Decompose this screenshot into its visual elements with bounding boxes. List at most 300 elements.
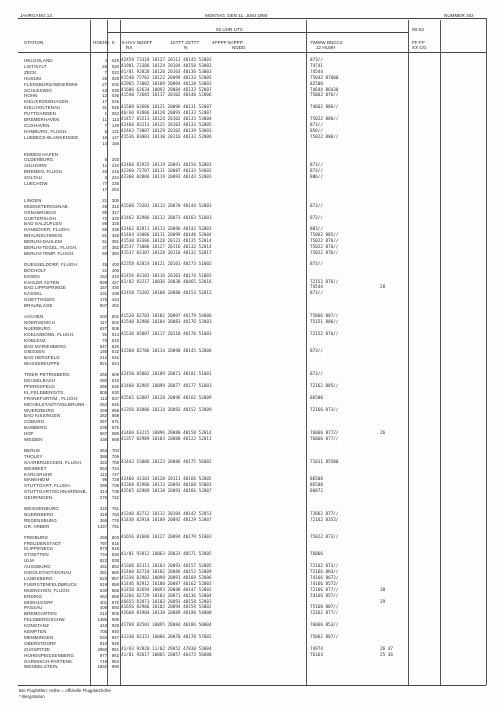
table-row — [0, 372, 504, 377]
station-height: 31 — [102, 105, 107, 111]
station-height: 231 — [99, 291, 107, 297]
station-name: BRAUNLAGE — [24, 303, 53, 309]
column-station: STATION — [24, 40, 44, 45]
station-name: FLENSBURG/WEIERWIK — [24, 81, 78, 87]
table-row — [0, 227, 504, 232]
station-index: 685 — [111, 431, 119, 437]
station-name: HUSUM — [24, 75, 41, 81]
station-name: BREMEN, FLUGH. — [24, 169, 64, 175]
station-height: 11 — [102, 117, 107, 122]
synop-groups: 42450 83002 10109 20071 40181 51001 — [121, 372, 212, 378]
synop-groups: 41464 43006 10111 20099 40140 52004 — [121, 233, 212, 239]
table-row — [0, 135, 504, 140]
station-index: 961 — [111, 646, 119, 652]
station-index: 035 — [111, 87, 119, 93]
clim-groups: 82500 — [310, 81, 323, 87]
clim-groups: 76066 853// — [310, 623, 339, 629]
table-row — [0, 99, 504, 104]
top-rule — [18, 18, 486, 19]
station-height: 396 — [99, 483, 107, 489]
table-row — [0, 546, 504, 551]
station-index: 430 — [111, 285, 119, 291]
station-name: HOF — [24, 431, 34, 437]
table-row — [0, 378, 504, 383]
station-height: 839 — [99, 279, 107, 285]
clim-groups: 75022 876// — [310, 245, 339, 250]
station-name: BERLIN-TEGEL, FLUGH. — [24, 245, 78, 250]
station-index: 761 — [111, 506, 119, 511]
volume-label: JAHRGANG 13 — [20, 13, 52, 18]
table-row — [0, 123, 504, 128]
station-name: WENDELSTEIN — [24, 664, 58, 670]
station-name: ULM — [24, 558, 34, 564]
station-height: 480 — [99, 378, 107, 383]
station-index: 609 — [111, 372, 119, 378]
station-name: PFERDSFELD — [24, 383, 55, 389]
station-index: 338 — [111, 227, 119, 233]
clim-groups: 873// — [310, 122, 323, 128]
table-row — [0, 187, 504, 192]
station-height: 45 — [102, 261, 107, 267]
synop-groups: 41462 82906 10112 20073 40163 51003 — [121, 215, 212, 221]
synop-groups: 42368 82906 10113 20093 40160 55003 — [121, 483, 212, 489]
station-name: KIEL/HOLTENAU — [24, 105, 61, 111]
table-row — [0, 647, 504, 652]
clim-groups: 75151 886// — [310, 319, 339, 325]
station-index: 544 — [111, 361, 119, 367]
station-index: 113 — [112, 117, 119, 122]
station-name: SAARBRUECKEN, FLUGH. — [24, 459, 83, 465]
clim-groups: 74544 — [310, 285, 323, 291]
table-row — [0, 635, 504, 640]
synop-groups: 41537 83107 10128 20118 40132 52017 — [121, 250, 212, 256]
station-name: HOHN — [24, 93, 38, 99]
station-index: 727 — [111, 471, 119, 477]
synop-groups: 41530 83007 10117 20110 40170 51003 — [121, 331, 212, 337]
table-row — [0, 314, 504, 319]
table-row — [0, 495, 504, 500]
clim-groups: 76066 — [310, 552, 323, 558]
station-name: HAMBURG, FLUGH. — [24, 128, 68, 134]
station-index: 658 — [111, 413, 119, 419]
station-index: 406 — [111, 267, 119, 273]
station-index: 688 — [111, 437, 119, 442]
table-row — [0, 64, 504, 69]
synop-groups: 42565 62807 10120 20096 40162 52009 — [121, 395, 212, 401]
station-height: 17 — [102, 99, 107, 105]
table-row — [0, 617, 504, 622]
table-row — [0, 506, 504, 511]
station-height: 1486 — [97, 617, 107, 623]
synop-groups: 41901 73306 10124 20104 40150 53002 — [121, 63, 212, 69]
station-name: WEINBIET — [24, 465, 47, 471]
station-name: FREUDENSTADT — [24, 540, 62, 546]
column-ii: II — [112, 40, 115, 45]
station-index: 655 — [111, 407, 119, 413]
station-height: 401 — [99, 599, 107, 605]
station-index: 675 — [111, 425, 119, 431]
station-name: GUETERSLOH — [24, 215, 57, 221]
table-row — [0, 181, 504, 186]
station-index: 739 — [111, 489, 119, 495]
extra-value: 28 — [380, 285, 386, 291]
synop-groups: 41330 82902 10098 20091 40169 52006 — [121, 575, 212, 581]
station-index: 963 — [111, 658, 119, 664]
table-row — [0, 659, 504, 664]
table-row — [0, 582, 504, 587]
synop-groups: 41540 72702 10122 20099 40133 52005 — [121, 75, 212, 81]
table-row — [0, 175, 504, 180]
synop-groups: 42565 62909 10118 20093 40166 52007 — [121, 489, 212, 495]
synop-groups: 41/02 93217 10036 20038 48465 52016 — [121, 279, 212, 285]
station-index: 325 — [111, 221, 119, 227]
station-index: 542 — [111, 355, 119, 361]
station-height: 212 — [99, 611, 107, 617]
clim-groups: 75022 886// — [310, 117, 339, 122]
station-height: 627 — [99, 325, 107, 331]
station-height: 113 — [100, 395, 107, 401]
station-index: 315 — [111, 203, 119, 209]
station-height: 1 — [104, 111, 107, 117]
station-height: 386 — [99, 453, 107, 459]
table-row — [0, 454, 504, 459]
synop-groups: 41446 82912 10100 20087 40162 52003 — [121, 581, 212, 587]
clim-groups: 883// — [310, 227, 323, 233]
station-name: DEUSELBACH — [24, 378, 56, 383]
station-height: 282 — [99, 413, 107, 419]
station-index: 036 — [111, 93, 119, 99]
station-height: 72 — [102, 215, 107, 221]
station-height: 5 — [104, 128, 107, 134]
station-name: BAD HERSFELD — [24, 355, 60, 361]
table-row — [0, 233, 504, 238]
station-index: 156 — [111, 140, 119, 146]
station-index: 637 — [111, 395, 119, 401]
column-group3-sub: NDDD — [232, 45, 246, 50]
station-name: STUTTGART/SCHNARRENB. — [24, 489, 88, 495]
station-height: 43 — [102, 87, 107, 93]
table-row — [0, 477, 504, 482]
station-index: 381 — [111, 239, 119, 245]
clim-groups: 74166 8672/ — [310, 575, 339, 581]
table-row — [0, 326, 504, 331]
table-row — [0, 163, 504, 168]
synop-groups: 46/60 92806 10120 20093 40133 52007 — [121, 111, 212, 117]
synop-groups: 41537 73006 10127 20116 40132 52014 — [121, 245, 212, 250]
station-index: 444 — [111, 297, 119, 303]
station-height: 152 — [99, 273, 107, 279]
table-row — [0, 518, 504, 523]
clim-groups: 873// — [310, 169, 323, 175]
station-name: KAHLER ASTEN — [24, 279, 60, 285]
station-height: 366 — [99, 517, 107, 523]
table-row — [0, 320, 504, 325]
station-name: FUERSTENFELDBRUCK — [24, 581, 78, 587]
station-name: EMDEN-HAFEN — [24, 151, 59, 157]
station-name: HOHENPEISSENBERG — [24, 652, 75, 658]
table-row — [0, 623, 504, 628]
station-name: BREMERHAVEN — [24, 117, 60, 122]
station-height: 12 — [102, 93, 107, 99]
clim-groups: 873// — [310, 291, 323, 297]
station-name: OLDENBURG — [24, 157, 54, 163]
station-name: WEIDEN — [24, 437, 43, 442]
table-row — [0, 141, 504, 146]
clim-groups: 86500 — [310, 395, 323, 401]
observation-time: 03 UHR UTC — [216, 27, 244, 32]
station-name: GIESSEN — [24, 349, 45, 355]
station-name: BAMBERG — [24, 425, 48, 431]
station-height: 519 — [99, 581, 107, 587]
table-row — [0, 93, 504, 98]
table-row — [0, 338, 504, 343]
table-row — [0, 152, 504, 157]
station-index: 305 — [111, 197, 119, 203]
station-height: 461 — [99, 564, 107, 570]
time-rule — [108, 32, 408, 33]
station-index: 893 — [111, 605, 119, 611]
extra-value: 26 — [380, 431, 386, 437]
table-row — [0, 349, 504, 354]
station-index: 028 — [111, 75, 119, 81]
station-name: TRIER-PETRISBERG — [24, 372, 70, 378]
synop-groups: 42360 82806 10119 20093 40143 52003 — [121, 175, 212, 181]
station-name: MANNHEIM — [24, 477, 50, 483]
synop-groups: 41360 82311 10103 20093 40157 52005 — [121, 564, 212, 570]
station-name: PUTTGARDEN — [24, 111, 57, 117]
station-index: 045 — [111, 99, 119, 105]
station-height: 719 — [99, 658, 107, 664]
station-index: 515 — [111, 337, 119, 343]
clim-groups: 873// — [310, 203, 323, 209]
table-row — [0, 355, 504, 360]
station-name: SOLTAU — [24, 175, 42, 181]
station-height: 973 — [99, 546, 107, 552]
table-row — [0, 512, 504, 517]
column-clim-sub: 12 HLMH — [316, 45, 336, 50]
station-index: 858 — [111, 581, 119, 587]
station-index: 032 — [111, 81, 119, 87]
station-name: BERLIN-DAHLEM — [24, 239, 62, 245]
station-height: 212 — [99, 355, 107, 361]
station-name: ERDING — [24, 593, 43, 599]
station-height: 17 — [102, 186, 107, 192]
clim-groups: 72062 877// — [310, 511, 339, 517]
station-height: 276 — [99, 495, 107, 501]
station-index: 646 — [111, 401, 119, 407]
station-index: 046 — [111, 105, 119, 111]
extra-value: 30 — [380, 587, 386, 593]
station-index: 626 — [111, 383, 119, 389]
station-index: 708 — [111, 459, 119, 465]
column-group1-sub: RX — [126, 45, 133, 50]
station-index: 224 — [111, 175, 119, 181]
clim-groups: 86872 — [310, 489, 323, 495]
station-index: 776 — [111, 517, 119, 523]
column-group2-sub: N — [184, 45, 188, 50]
clim-groups: 72162 877// — [310, 611, 339, 617]
station-index: 317 — [111, 209, 119, 215]
station-height: 11 — [102, 163, 107, 169]
station-index: 063 — [111, 111, 119, 117]
synop-groups: 41450 82694 10093 20088 40147 52002 — [121, 587, 212, 593]
table-row — [0, 169, 504, 174]
station-name: BAD SALZUFLEN — [24, 221, 62, 227]
station-index: 210 — [111, 163, 119, 169]
station-index: 724 — [111, 465, 119, 471]
station-height: 921 — [99, 361, 107, 367]
station-index: 384 — [111, 250, 119, 256]
clim-groups: 74662 886// — [310, 105, 339, 111]
clim-groups: 74644 86430 — [310, 87, 339, 93]
table-row — [0, 384, 504, 389]
station-height: 96 — [102, 477, 107, 483]
clim-groups: 873// — [310, 349, 323, 355]
station-name: BAD KISSINGEN — [24, 413, 61, 419]
clim-groups: 72152 876// — [310, 279, 339, 285]
table-row — [0, 262, 504, 267]
station-name: DUESSELDORF, FLUGH. — [24, 261, 79, 267]
table-row — [0, 472, 504, 477]
footnote-mountain: * Bergstation — [19, 694, 45, 699]
station-index: 866 — [111, 587, 119, 593]
synop-groups: 41656 81606 10127 20094 40179 51003 — [121, 534, 212, 540]
clim-groups: 75066 887// — [310, 314, 339, 319]
synop-groups: 41606 62634 10092 20084 40133 52007 — [121, 87, 212, 93]
table-row — [0, 605, 504, 610]
station-index: 427 — [111, 279, 119, 285]
table-row — [0, 82, 504, 87]
station-height: 396 — [99, 383, 107, 389]
table-row — [0, 117, 504, 122]
synop-groups: 42460 43103 10120 20111 40166 52005 — [121, 477, 212, 483]
table-row — [0, 437, 504, 442]
station-index: 147 — [111, 134, 119, 140]
station-name: NUERNBERG — [24, 511, 54, 517]
station-height: 357 — [99, 419, 107, 425]
station-height: 977 — [99, 652, 107, 658]
column-clim: 7WWW BNCCC — [310, 40, 344, 45]
clim-groups: 72166 883// — [310, 570, 339, 575]
table-row — [0, 70, 504, 75]
clim-groups: 72162 8352/ — [310, 517, 339, 523]
station-index: 020 — [111, 63, 119, 69]
station-index: 615 — [111, 378, 119, 383]
station-name: FREIBURG — [24, 534, 49, 540]
column-group3: 4PPPP 5APPP — [212, 40, 243, 45]
table-row — [0, 291, 504, 296]
station-name: KEMPTEN — [24, 629, 47, 634]
clim-groups: 72152 876// — [310, 331, 339, 337]
table-row — [0, 425, 504, 430]
station-height: 797 — [99, 540, 107, 546]
station-height: 1832 — [97, 664, 107, 670]
station-height: 81 — [102, 233, 107, 239]
station-height: 95 — [102, 209, 107, 215]
station-index: 410 — [111, 273, 119, 279]
clim-groups: 75062 887// — [310, 634, 339, 640]
station-name: MICHELSTADT/VIELBRUNN — [24, 401, 85, 407]
date-label: MONTAG, DEN 11. JUNI 1990 — [205, 13, 268, 18]
table-row — [0, 245, 504, 250]
station-name: WEISSENBURG — [24, 506, 59, 511]
table-row — [0, 653, 504, 658]
station-name: THOLEY — [24, 453, 43, 459]
synop-groups: 41540 72605 10117 20102 40140 52006 — [121, 93, 212, 99]
station-index: 382 — [111, 245, 119, 250]
table-row — [0, 76, 504, 81]
synop-groups: 41430 82910 10109 20092 40129 52007 — [121, 517, 212, 523]
station-name: AUGSBURG — [24, 564, 51, 570]
clim-groups: 873// — [310, 58, 323, 63]
clim-groups: 71011 85500 — [310, 459, 339, 465]
station-name: KLIPPENECK — [24, 546, 54, 552]
synop-groups: 42965 73002 10109 20094 40128 53003 — [121, 81, 212, 87]
station-index: 857 — [111, 575, 119, 581]
station-height: 805 — [99, 389, 107, 395]
station-index: 438 — [111, 291, 119, 297]
synop-groups: 41530 83306 10128 20123 40135 52014 — [121, 239, 212, 245]
extra-value: 25 36 — [380, 652, 393, 658]
station-index: 742 — [111, 495, 119, 501]
table-row — [0, 558, 504, 563]
station-index: 671 — [111, 419, 119, 425]
synop-groups: 42360 72707 10111 20087 40133 54002 — [121, 169, 212, 175]
station-height: 112 — [100, 471, 107, 477]
table-row — [0, 303, 504, 308]
station-index: 803 — [111, 534, 119, 540]
station-height: 634 — [99, 634, 107, 640]
station-index: 836 — [111, 552, 119, 558]
synop-groups: 41357 82909 10103 20088 40122 52011 — [121, 437, 212, 442]
synop-groups: 41520 82703 10102 20097 40179 54000 — [121, 314, 212, 319]
station-height: 567 — [99, 431, 107, 437]
station-index: 947 — [111, 634, 119, 640]
station-name: LUECHOW — [24, 181, 48, 186]
station-index: 630 — [111, 389, 119, 395]
station-name: WASSERKUPPE — [24, 361, 60, 367]
table-row — [0, 280, 504, 285]
station-index: 875 — [111, 599, 119, 605]
station-height: 5 — [104, 157, 107, 163]
station-name: MUENCHEN, FLUGH. — [24, 587, 71, 593]
synop-groups: 41443 53006 10123 20086 40175 56002 — [121, 459, 212, 465]
table-row — [0, 239, 504, 244]
footnote-airports: Bei Flughäfen: Höhe = offizielle Flugplatzhöhe — [19, 688, 111, 693]
table-row — [0, 390, 504, 395]
station-name: WUERZBURG — [24, 407, 55, 413]
table-row — [0, 221, 504, 226]
clim-groups: 74166 8572/ — [310, 581, 339, 587]
table-row — [0, 157, 504, 162]
station-height: 37 — [102, 245, 107, 250]
station-index: 452 — [111, 303, 119, 309]
station-name: LIST/SYLT — [24, 63, 47, 69]
station-height: 422 — [99, 506, 107, 511]
table-row — [0, 594, 504, 599]
clim-groups: 74544 — [310, 69, 323, 75]
station-height: 443 — [99, 623, 107, 629]
clim-groups: 76066 877// — [310, 437, 339, 442]
station-height: 462 — [99, 593, 107, 599]
station-name: REGENSBURG — [24, 517, 58, 523]
station-name: BERUS — [24, 447, 41, 453]
table-row — [0, 396, 504, 401]
station-index: 501 — [111, 314, 119, 319]
station-name: KONSTANZ — [24, 623, 49, 629]
station-index: 203 — [111, 157, 119, 163]
synop-groups: 41/03 92820 11/02 29052 47030 53004 — [121, 646, 212, 652]
